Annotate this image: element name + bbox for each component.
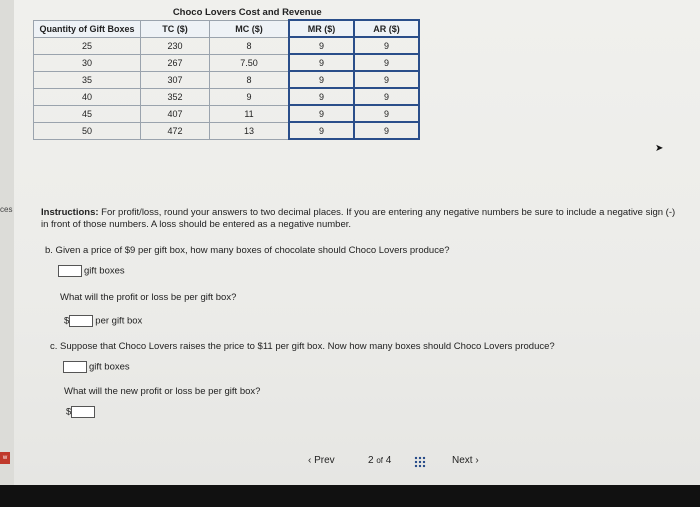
- mouse-cursor-icon: ➤: [655, 143, 664, 154]
- chevron-right-icon: ›: [475, 455, 479, 466]
- table-row: [34, 54, 428, 71]
- table-cell: 9: [354, 54, 419, 71]
- table-row: [34, 37, 428, 54]
- table-cell: 8: [210, 37, 290, 54]
- table-cell: 11: [210, 105, 290, 122]
- table-cell: 307: [141, 71, 210, 88]
- per-gift-box-unit: per gift box: [95, 315, 143, 327]
- table-cell: 9: [289, 122, 354, 139]
- answer-c-boxes-row: [63, 361, 130, 373]
- table-cell: 230: [141, 37, 210, 54]
- table-row: [34, 122, 428, 139]
- instructions: [41, 207, 681, 231]
- question-c: c. Suppose that Choco Lovers raises the price to $11 per gift box. Now how many boxes should Choco Lovers produce?: [50, 341, 555, 352]
- page-indicator: 2 of 4: [368, 455, 392, 466]
- table-cell: 9: [354, 71, 419, 88]
- left-sidebar-strip: [0, 0, 14, 485]
- table-cell: 45: [34, 105, 141, 122]
- table-cell: 9: [289, 37, 354, 54]
- table-cell: 352: [141, 88, 210, 105]
- table-cell: 9: [354, 37, 419, 54]
- table-cell: 9: [289, 54, 354, 71]
- answer-c-profit-row: [66, 406, 97, 418]
- prev-button[interactable]: ‹ Prev: [308, 455, 335, 466]
- table-cell: 8: [210, 71, 290, 88]
- sidebar-label: ces: [0, 205, 13, 214]
- gift-boxes-input-c[interactable]: [63, 361, 87, 373]
- table-cell: 25: [34, 37, 141, 54]
- table-header-4: AR ($): [354, 20, 419, 37]
- profit-input-c[interactable]: [71, 406, 95, 418]
- table-cell: 9: [289, 71, 354, 88]
- gift-boxes-input-b[interactable]: [58, 265, 82, 277]
- table-cell: 9: [289, 105, 354, 122]
- profit-question-b: What will the profit or loss be per gift box?: [60, 292, 237, 303]
- chevron-left-icon: ‹: [308, 455, 312, 466]
- table-cell: 40: [34, 88, 141, 105]
- table-cell: 50: [34, 122, 141, 139]
- table-cell: 35: [34, 71, 141, 88]
- table-row: [34, 105, 428, 122]
- instructions-text: For profit/loss, round your answers to two decimal places. If you are entering any negative numbers be sure to include a negative sign (-) in front of those numbers. A loss should be entered as a negative number.: [41, 207, 676, 230]
- table-title: Choco Lovers Cost and Revenue: [172, 6, 322, 18]
- table-header-1: TC ($): [141, 20, 210, 37]
- table-header-3: MR ($): [289, 20, 354, 37]
- table-header-0: Quantity of Gift Boxes: [34, 20, 141, 37]
- screen-bottom-bar: [0, 485, 700, 507]
- instructions-label: Instructions:: [41, 207, 99, 218]
- answer-b-boxes-row: [58, 265, 125, 277]
- table-header-2: MC ($): [210, 20, 290, 37]
- table-cell: 9: [354, 122, 419, 139]
- table-cell: 9: [354, 105, 419, 122]
- question-grid-icon[interactable]: [414, 456, 426, 471]
- next-button[interactable]: Next ›: [452, 455, 479, 466]
- table-cell: 9: [210, 88, 290, 105]
- table-cell: 9: [289, 88, 354, 105]
- table-cell: 7.50: [210, 54, 290, 71]
- dollar-sign: $: [64, 315, 70, 327]
- table-cell: 13: [210, 122, 290, 139]
- table-row: [34, 88, 428, 105]
- table-row: [34, 71, 428, 88]
- table-cell: 472: [141, 122, 210, 139]
- profit-input-b[interactable]: [69, 315, 93, 327]
- table-cell: 30: [34, 54, 141, 71]
- gift-boxes-unit-b: gift boxes: [84, 265, 125, 277]
- table-cell: 267: [141, 54, 210, 71]
- cost-revenue-table: [33, 5, 428, 140]
- table-cell: 9: [354, 88, 419, 105]
- answer-b-profit-row: [64, 315, 142, 327]
- profit-question-c: What will the new profit or loss be per gift box?: [64, 386, 261, 397]
- dollar-sign-c: $: [66, 406, 72, 418]
- question-b: b. Given a price of $9 per gift box, how many boxes of chocolate should Choco Lovers produce?: [45, 245, 450, 256]
- gift-boxes-unit-c: gift boxes: [89, 361, 130, 373]
- sidebar-badge: w: [0, 452, 10, 464]
- table-cell: 407: [141, 105, 210, 122]
